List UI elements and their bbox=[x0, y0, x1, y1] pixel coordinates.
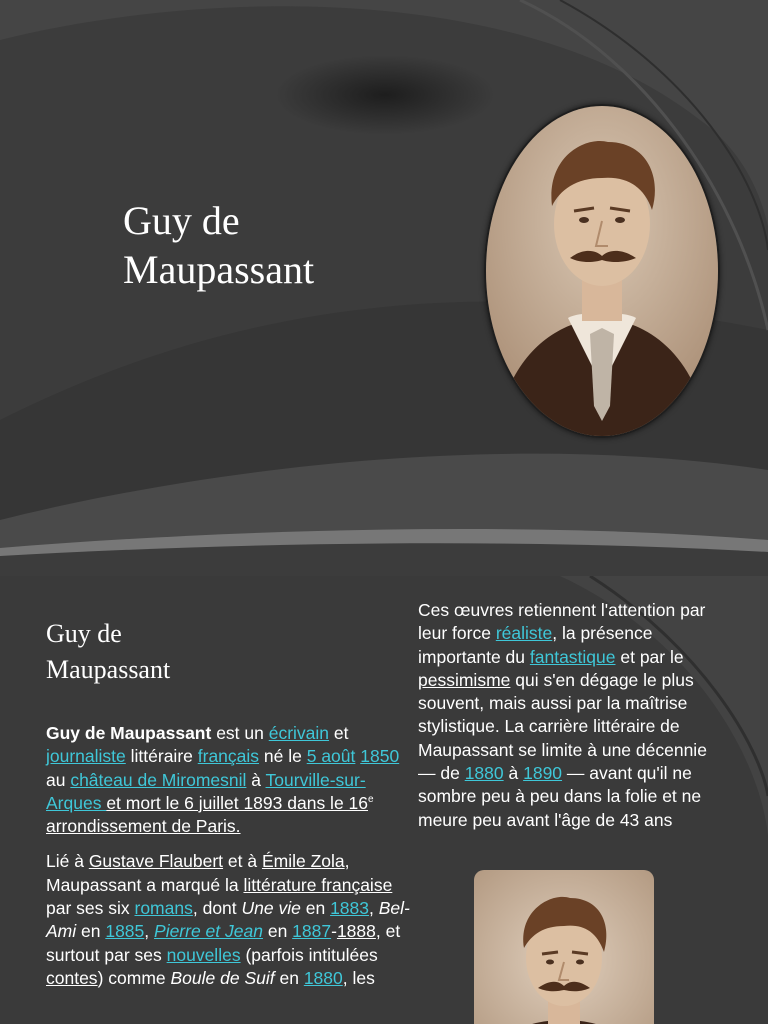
biography-text-column bbox=[46, 722, 416, 1002]
link-1890[interactable]: 1890 bbox=[523, 763, 563, 784]
portrait-photo bbox=[486, 106, 718, 436]
author-portrait-oval bbox=[484, 104, 720, 438]
content-slide bbox=[0, 576, 768, 1024]
link-1880[interactable]: 1880 bbox=[464, 763, 504, 784]
text: , les bbox=[342, 967, 375, 988]
analysis-text-column bbox=[418, 599, 728, 832]
title-line-1: Guy de bbox=[46, 619, 122, 648]
text: , bbox=[144, 921, 155, 942]
link-litterature-francaise[interactable]: littérature française bbox=[243, 874, 393, 895]
title-line-2: Maupassant bbox=[46, 655, 171, 684]
text: Lié à bbox=[46, 851, 89, 872]
paragraph-birth bbox=[46, 722, 416, 838]
death-text: et mort le 6 juillet 1893 dans le 16 bbox=[106, 792, 369, 813]
link-contes[interactable]: contes bbox=[46, 967, 98, 988]
link-romans[interactable]: romans bbox=[134, 898, 193, 919]
link-1880-b[interactable]: 1880 bbox=[303, 967, 343, 988]
text: à bbox=[503, 763, 524, 784]
text: en bbox=[262, 921, 293, 942]
text: est un bbox=[211, 723, 269, 743]
title-une-vie: Une vie bbox=[241, 898, 301, 919]
portrait-photo bbox=[474, 870, 654, 1024]
text: par ses six bbox=[46, 898, 135, 919]
link-ecrivain[interactable]: écrivain bbox=[268, 723, 330, 743]
author-portrait-rect bbox=[474, 870, 654, 1024]
text: - bbox=[331, 921, 337, 942]
link-nouvelles[interactable]: nouvelles bbox=[166, 944, 241, 965]
slide-title bbox=[123, 196, 453, 294]
link-1887[interactable]: 1887 bbox=[292, 921, 332, 942]
text: , et surtout par ses bbox=[46, 921, 401, 965]
title-boule-de-suif: Boule de Suif bbox=[170, 967, 275, 988]
text: Ces œuvres retiennent l'attention par leur force bbox=[418, 600, 706, 644]
link-tourville-sur-arques[interactable]: Tourville-sur-Arques bbox=[46, 769, 366, 813]
link-chateau-miromesnil[interactable]: château de Miromesnil bbox=[70, 769, 247, 790]
link-gustave-flaubert[interactable]: Gustave Flaubert bbox=[88, 851, 224, 872]
text: à bbox=[246, 769, 266, 790]
paragraph-works bbox=[46, 850, 416, 990]
link-journaliste[interactable]: journaliste bbox=[46, 746, 126, 767]
title-line-2: Maupassant bbox=[123, 247, 315, 292]
text: , dont bbox=[192, 898, 242, 919]
title-bel-ami: Bel-Ami bbox=[46, 898, 410, 942]
link-1885[interactable]: 1885 bbox=[105, 921, 145, 942]
link-fantastique[interactable]: fantastique bbox=[529, 646, 616, 667]
text: en bbox=[300, 898, 331, 919]
link-realiste[interactable]: réaliste bbox=[495, 623, 553, 644]
link-1888[interactable]: 1888 bbox=[336, 921, 376, 942]
text: , Maupassant a marqué la bbox=[46, 851, 350, 895]
text: littéraire bbox=[125, 746, 198, 767]
link-1883[interactable]: 1883 bbox=[330, 898, 369, 919]
link-francais[interactable]: français bbox=[197, 746, 260, 767]
text: , bbox=[369, 898, 379, 919]
text: — avant qu'il ne sombre peu à peu dans la folie et ne meure peu avant l'âge de 43 ans bbox=[418, 763, 702, 830]
text: et bbox=[329, 723, 349, 743]
text: en bbox=[274, 967, 304, 988]
author-name: Guy de Maupassant bbox=[46, 723, 212, 743]
text: au bbox=[46, 769, 71, 790]
text: né le bbox=[259, 746, 307, 767]
link-5-aout[interactable]: 5 août bbox=[306, 746, 356, 767]
arrondissement-text: arrondissement de Paris. bbox=[46, 816, 241, 837]
link-1850[interactable]: 1850 bbox=[360, 746, 400, 767]
text: qui s'en dégage le plus souvent, mais aussi par la maîtrise stylistique. La carrière littéraire de Maupassant se limite à une décennie — de bbox=[418, 669, 707, 784]
text: en bbox=[76, 921, 106, 942]
title-line-1: Guy de bbox=[123, 198, 240, 243]
content-slide-title bbox=[46, 616, 306, 688]
text: (parfois intitulées bbox=[240, 944, 378, 965]
text: et par le bbox=[615, 646, 684, 667]
paragraph-analysis bbox=[418, 599, 728, 832]
link-pessimisme[interactable]: pessimisme bbox=[418, 669, 511, 690]
text: et à bbox=[223, 851, 262, 872]
superscript-e: e bbox=[368, 794, 374, 806]
link-emile-zola[interactable]: Émile Zola bbox=[261, 851, 345, 872]
text: ) comme bbox=[97, 967, 171, 988]
link-pierre-et-jean[interactable]: Pierre et Jean bbox=[154, 921, 263, 942]
text: , la présence importante du bbox=[418, 623, 653, 667]
